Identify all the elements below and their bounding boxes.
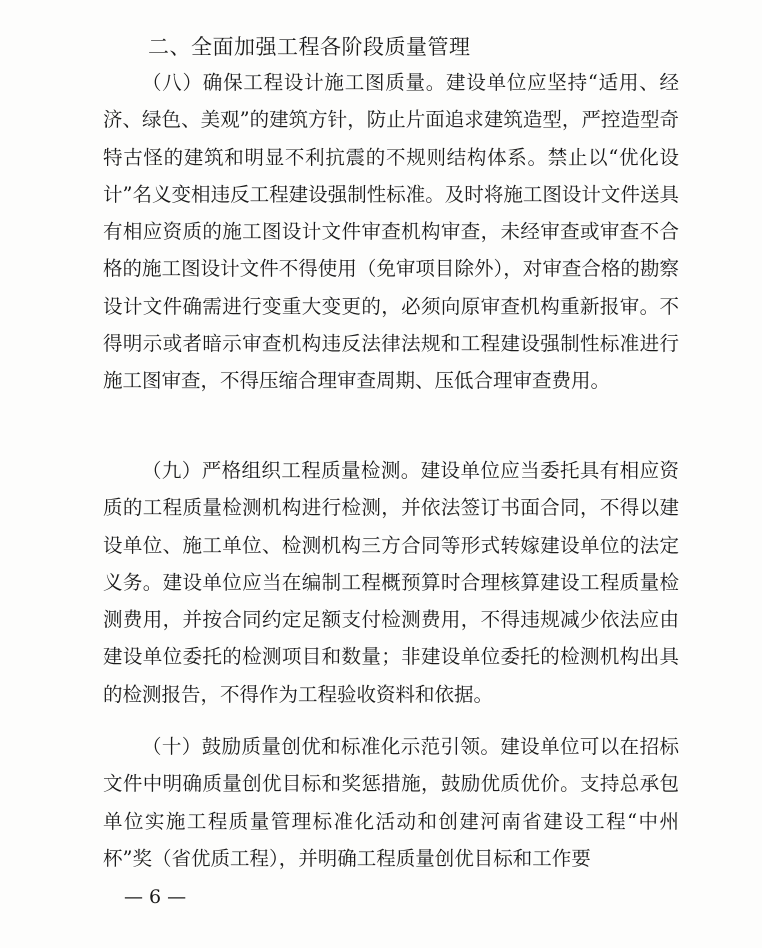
page-number: — 6 — — [124, 886, 187, 908]
section-heading: 二、全面加强工程各阶段质量管理 — [148, 35, 471, 59]
paragraph-10: （十）鼓励质量创优和标准化示范引领。建设单位可以在招标文件中明确质量创优目标和奖惩措施，鼓励优质优价。支持总承包单位实施工程质量管理标准化活动和创建河南省建设工程“中州杯”奖（省优质工程），并明确工程质量创优目标和工作要 — [103, 735, 679, 870]
paragraph-9: （九）严格组织工程质量检测。建设单位应当委托具有相应资质的工程质量检测机构进行检测，并依法签订书面合同，不得以建设单位、施工单位、检测机构三方合同等形式转嫁建设单位的法定义务。建设单位应当在编制工程概预算时合理核算建设工程质量检测费用，并按合同约定足额支付检测费用，不得违规减少依法应由建设单位委托的检测项目和数量；非建设单位委托的检测机构出具的检测报告，不得作为工程验收资料和依据。 — [103, 459, 679, 706]
paragraph-8: （八）确保工程设计施工图质量。建设单位应坚持“适用、经济、绿色、美观”的建筑方针，防止片面追求建筑造型，严控造型奇特古怪的建筑和明显不利抗震的不规则结构体系。禁止以“优化设计”名义变相违反工程建设强制性标准。及时将施工图设计文件送具有相应资质的施工图设计文件审查机构审查，未经审查或审查不合格的施工图设计文件不得使用（免审项目除外），对审查合格的勘察设计文件确需进行变重大变更的，必须向原审查机构重新报审。不得明示或者暗示审查机构违反法律法规和工程建设强制性标准进行施工图审查，不得压缩合理审查周期、压低合理审查费用。 — [103, 71, 679, 393]
